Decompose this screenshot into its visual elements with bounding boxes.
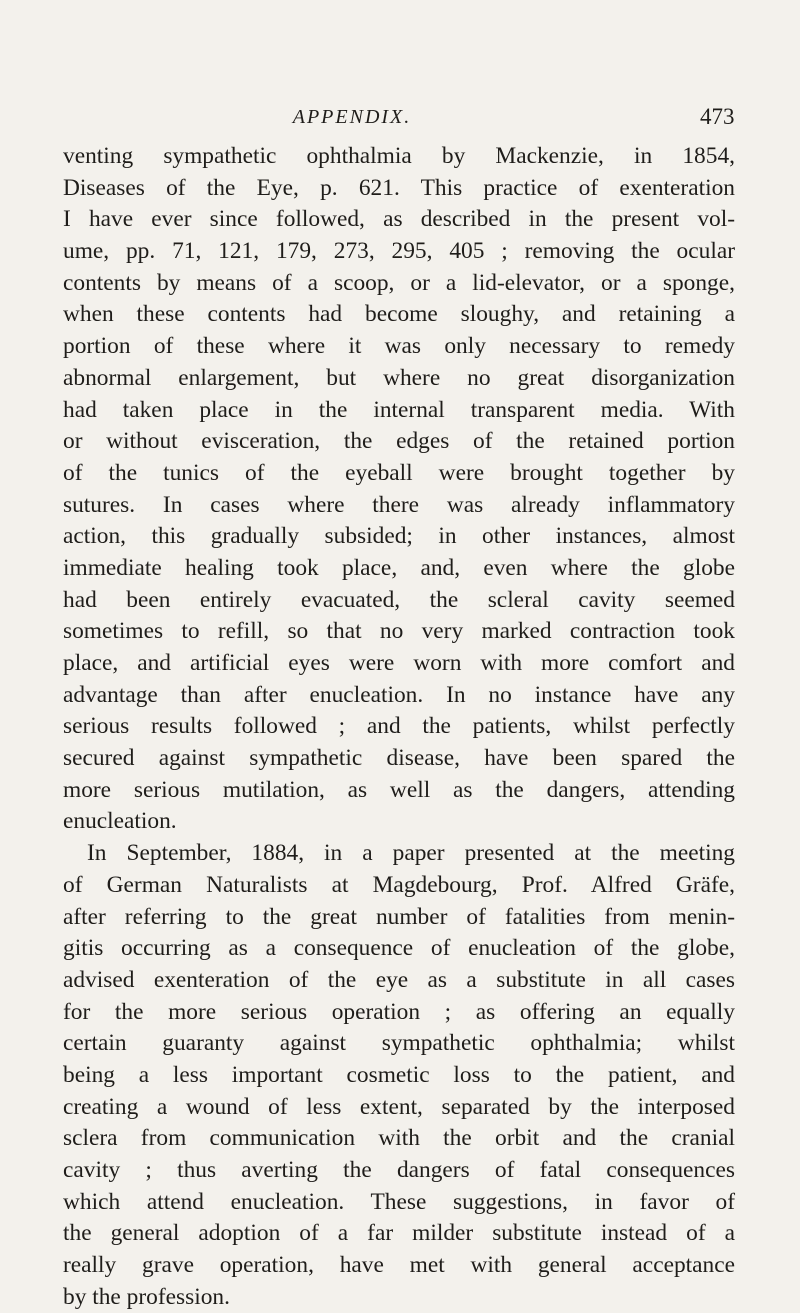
text-line: abnormal enlargement, but where no great disorganization xyxy=(63,364,735,391)
text-line: sclera from communication with the orbit and the cranial xyxy=(63,1125,735,1152)
text-line: cavity ; thus averting the dangers of fatal consequences xyxy=(63,1157,735,1183)
text-line: for the more serious operation ; as offering an equally xyxy=(63,998,735,1025)
text-line: enucleation. xyxy=(63,808,177,835)
text-line: advised exenteration of the eye as a substitute in all cases xyxy=(63,966,735,993)
text-line: sutures. In cases where there was already inflammatory xyxy=(63,491,735,518)
text-line: the general adoption of a far milder substitute instead of a xyxy=(63,1220,735,1247)
text-line: I have ever since followed, as described in the present vol- xyxy=(63,206,735,233)
text-line: certain guaranty against sympathetic ophthalmia; whilst xyxy=(63,1030,735,1057)
text-line: ume, pp. 71, 121, 179, 273, 295, 405 ; removing the ocular xyxy=(63,238,735,265)
text-line: contents by means of a scoop, or a lid-elevator, or a sponge, xyxy=(63,269,735,296)
text-line: or without evisceration, the edges of the retained portion xyxy=(63,428,735,455)
text-line: action, this gradually subsided; in other instances, almost xyxy=(63,523,735,550)
text-line: In September, 1884, in a paper presented at the meeting xyxy=(87,840,735,867)
text-line: which attend enucleation. These suggestions, in favor of xyxy=(63,1188,735,1215)
running-title: APPENDIX. xyxy=(292,106,412,128)
text-line: of German Naturalists at Magdebourg, Prof. Alfred Gräfe, xyxy=(63,871,735,898)
text-line: by the profession. xyxy=(63,1283,230,1310)
text-line: creating a wound of less extent, separated by the interposed xyxy=(63,1093,735,1120)
text-line: portion of these where it was only necessary to remedy xyxy=(63,333,735,360)
text-line: Diseases of the Eye, p. 621. This practice of exenteration xyxy=(63,174,735,201)
running-head xyxy=(0,106,800,136)
text-line: advantage than after enucleation. In no instance have any xyxy=(63,681,735,708)
page-number: 473 xyxy=(700,104,735,129)
text-line: serious results followed ; and the patients, whilst perfectly xyxy=(63,713,735,740)
text-line: really grave operation, have met with general acceptance xyxy=(63,1252,735,1279)
text-line: when these contents had become sloughy, and retaining a xyxy=(63,301,735,328)
text-line: more serious mutilation, as well as the dangers, attending xyxy=(63,776,735,803)
text-line: of the tunics of the eyeball were brought together by xyxy=(63,459,735,486)
text-line: had been entirely evacuated, the scleral cavity seemed xyxy=(63,586,735,613)
text-line: sometimes to refill, so that no very marked contraction took xyxy=(63,618,735,645)
text-line: venting sympathetic ophthalmia by Mackenzie, in 1854, xyxy=(63,143,735,169)
text-line: had taken place in the internal transparent media. With xyxy=(63,396,735,423)
text-line: being a less important cosmetic loss to the patient, and xyxy=(63,1061,735,1088)
text-line: gitis occurring as a consequence of enucleation of the globe, xyxy=(63,935,735,962)
text-line: immediate healing took place, and, even where the globe xyxy=(63,554,735,581)
text-line: after referring to the great number of fatalities from menin- xyxy=(63,903,735,930)
text-line: secured against sympathetic disease, have been spared the xyxy=(63,745,735,772)
body-text xyxy=(63,141,735,1313)
text-line: place, and artificial eyes were worn with more comfort and xyxy=(63,650,735,676)
